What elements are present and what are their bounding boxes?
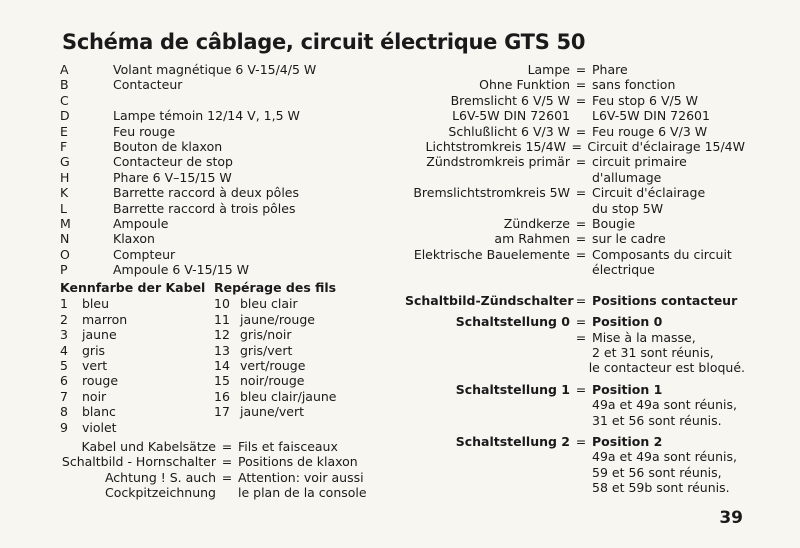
legend-value: Phare 6 V–15/15 W (113, 169, 232, 185)
legend-item (60, 170, 400, 185)
equals-sign (570, 449, 592, 464)
glossary-row (405, 360, 745, 375)
term-german: Schaltstellung 0 (455, 314, 570, 330)
cable-number: 6 (60, 373, 68, 389)
switch-position-1 (405, 382, 745, 428)
legend-item (60, 262, 400, 277)
term-french: Positions de klaxon (238, 454, 358, 470)
cable-color-row (214, 358, 368, 373)
equals-sign: = (575, 154, 587, 170)
switch-diagram-heading (405, 293, 745, 308)
equals-sign (570, 201, 592, 216)
switch-position-2 (405, 434, 745, 496)
glossary-row (405, 397, 745, 412)
term-french: Attention: voir aussi (238, 469, 364, 485)
glossary-row (405, 465, 745, 480)
glossary-row (405, 77, 745, 92)
cable-color: vert (82, 358, 108, 374)
legend-key: B (60, 77, 69, 93)
legend-value: Lampe témoin 12/14 V, 1,5 W (113, 108, 300, 124)
legend-item (60, 201, 400, 216)
term-german (405, 413, 570, 428)
glossary-row (405, 108, 745, 123)
glossary-row (405, 93, 745, 108)
term-german: Schaltbild - Hornschalter (61, 454, 216, 470)
cable-number: 9 (60, 419, 68, 435)
equals-sign (570, 262, 592, 277)
glossary-row (405, 330, 745, 345)
legend-key: F (60, 138, 68, 154)
term-french: Bougie (592, 215, 636, 231)
cable-color: marron (82, 311, 128, 327)
term-german: Cockpitzeichnung (104, 485, 216, 501)
cable-color-row (214, 343, 368, 358)
cable-number: 15 (214, 373, 230, 389)
glossary-row (405, 124, 745, 139)
cable-number: 12 (214, 327, 230, 343)
glossary-row (405, 185, 745, 200)
term-french: sur le cadre (592, 231, 666, 247)
legend-key: P (60, 262, 68, 278)
equals-sign (570, 345, 592, 360)
term-german: Lichtstromkreis 15/4W (425, 138, 566, 154)
term-french: 49a et 49a sont réunis, (592, 397, 737, 413)
legend-key: M (60, 215, 71, 231)
term-german: Elektrische Bauelemente (413, 246, 570, 262)
term-french: du stop 5W (592, 200, 664, 216)
equals-sign: = (221, 469, 233, 485)
cable-color: jaune/vert (240, 404, 305, 420)
term-french: Position 1 (592, 381, 663, 397)
term-french: Feu rouge 6 V/3 W (592, 123, 708, 139)
legend-item (60, 247, 400, 262)
glossary-row (405, 480, 745, 495)
term-french: Circuit d'éclairage (592, 185, 706, 201)
legend-value: Feu rouge (113, 123, 176, 139)
equals-sign (570, 170, 592, 185)
term-french: Mise à la masse, (592, 329, 696, 345)
cable-number: 17 (214, 404, 230, 420)
equals-sign: = (571, 138, 582, 154)
cable-number: 3 (60, 327, 68, 343)
cable-number: 16 (214, 388, 230, 404)
legend-item (60, 231, 400, 246)
glossary-row (405, 413, 745, 428)
cable-number: 8 (60, 404, 68, 420)
cable-color-row (60, 312, 214, 327)
term-french: d'allumage (592, 169, 662, 185)
term-german (405, 330, 570, 345)
cable-color: bleu clair/jaune (240, 388, 337, 404)
cable-color-row (214, 373, 368, 388)
cable-colors-combined (214, 296, 368, 435)
term-german: Schaltstellung 2 (455, 433, 570, 449)
term-german: Ohne Funktion (479, 77, 570, 93)
cable-colors-basic (60, 296, 214, 435)
term-german: Schlußlicht 6 V/3 W (448, 123, 570, 139)
equals-sign (570, 413, 592, 428)
cable-color-row (60, 373, 214, 388)
equals-sign: = (575, 292, 587, 308)
equals-sign: = (575, 62, 587, 77)
glossary-row (405, 231, 745, 246)
cable-number: 13 (214, 342, 230, 358)
term-french: sans fonction (592, 77, 676, 93)
cable-color-row (60, 420, 214, 435)
cable-color: jaune (82, 327, 117, 343)
legend-value: Ampoule (113, 215, 169, 231)
term-french: Feu stop 6 V/5 W (592, 92, 699, 108)
glossary-row (405, 449, 745, 464)
term-german: Lampe (527, 62, 570, 77)
legend-key: N (60, 231, 70, 247)
cable-number: 1 (60, 296, 68, 312)
glossary-row (405, 434, 745, 449)
legend-item (60, 93, 400, 108)
term-french: L6V-5W DIN 72601 (592, 108, 710, 124)
glossary-row (60, 439, 400, 454)
term-french: le contacteur est bloqué. (588, 360, 745, 376)
term-french: circuit primaire (592, 154, 687, 170)
term-german: Zündkerze (503, 215, 570, 231)
term-german (405, 262, 570, 277)
term-french: Circuit d'éclairage 15/4W (587, 138, 745, 154)
legend-item (60, 124, 400, 139)
term-german (405, 201, 570, 216)
legend-key: O (60, 246, 70, 262)
page-title: Schéma de câblage, circuit électrique GTS 50 (62, 30, 586, 54)
term-german: Schaltbild-Zündschalter (405, 292, 574, 308)
legend-value: Ampoule 6 V-15/15 W (113, 262, 249, 278)
legend-value: Barrette raccord à deux pôles (113, 185, 300, 201)
term-french: le plan de la console (238, 485, 367, 501)
equals-sign (570, 397, 592, 412)
equals-sign (216, 485, 238, 500)
cable-color-row (60, 343, 214, 358)
legend-item (60, 62, 400, 77)
term-german (405, 360, 567, 375)
cable-color-row (60, 327, 214, 342)
term-french: 58 et 59b sont réunis. (592, 480, 730, 496)
cable-color-row (214, 389, 368, 404)
cable-color: noir/rouge (240, 373, 305, 389)
legend-item (60, 216, 400, 231)
cable-color-row (60, 389, 214, 404)
equals-sign: = (575, 231, 587, 247)
glossary-row (405, 216, 745, 231)
cable-color: bleu (82, 296, 110, 312)
legend-value: Contacteur de stop (113, 154, 233, 170)
glossary-row (405, 139, 745, 154)
term-german: Zündstromkreis primär (426, 154, 570, 170)
legend-key: L (60, 200, 67, 216)
cable-color-table (60, 296, 400, 435)
equals-sign (570, 108, 592, 123)
equals-sign: = (575, 381, 587, 397)
equals-sign (570, 465, 592, 480)
term-german: Schaltstellung 1 (455, 381, 570, 397)
cable-color: violet (82, 419, 117, 435)
glossary-left (60, 439, 400, 501)
cable-color: rouge (82, 373, 119, 389)
glossary-row (405, 262, 745, 277)
term-french: 59 et 56 sont réunis, (592, 464, 722, 480)
term-french: 31 et 56 sont réunis. (592, 412, 722, 428)
equals-sign (570, 480, 592, 495)
term-french: Composants du circuit (592, 246, 732, 262)
equals-sign: = (575, 246, 587, 262)
equals-sign: = (575, 92, 587, 108)
term-german (405, 449, 570, 464)
glossary-row (405, 382, 745, 397)
cable-color-row (60, 404, 214, 419)
legend-item (60, 108, 400, 123)
legend-item (60, 154, 400, 169)
glossary-row (60, 454, 400, 469)
cable-number: 11 (214, 311, 230, 327)
legend-value: Barrette raccord à trois pôles (113, 200, 296, 216)
legend-value: Bouton de klaxon (113, 138, 223, 154)
term-german (405, 170, 570, 185)
equals-sign: = (575, 215, 587, 231)
cable-color-row (214, 312, 368, 327)
term-german: Bremslicht 6 V/5 W (450, 92, 570, 108)
cable-color-row (214, 296, 368, 311)
equals-sign: = (221, 438, 233, 454)
cable-number: 4 (60, 342, 68, 358)
cable-number: 14 (214, 358, 230, 374)
cable-color: bleu clair (240, 296, 298, 312)
term-german (405, 480, 570, 495)
equals-sign (567, 360, 589, 375)
glossary-row (405, 293, 745, 308)
term-french: Fils et faisceaux (238, 438, 338, 454)
term-german: L6V-5W DIN 72601 (452, 108, 570, 124)
term-german (405, 345, 570, 360)
term-french: 2 et 31 sont réunis, (592, 345, 714, 361)
term-german (405, 465, 570, 480)
legend-key: C (60, 92, 69, 108)
glossary-row (405, 247, 745, 262)
cable-number: 5 (60, 358, 68, 374)
legend-key: G (60, 154, 70, 170)
legend-value: Volant magnétique 6 V-15/4/5 W (113, 62, 317, 77)
term-french: Phare (592, 62, 628, 77)
legend-key: E (60, 123, 68, 139)
term-german (405, 397, 570, 412)
term-german: Achtung ! S. auch (104, 469, 216, 485)
equals-sign: = (575, 433, 587, 449)
cable-color: gris (82, 342, 106, 358)
cable-number: 10 (214, 296, 230, 312)
cable-color: noir (82, 388, 107, 404)
glossary-row (405, 154, 745, 169)
term-german: Bremslichtstromkreis 5W (413, 185, 570, 201)
page-number: 39 (719, 508, 743, 528)
legend-item (60, 77, 400, 92)
left-column (60, 62, 400, 501)
cable-color: gris/noir (240, 327, 292, 343)
glossary-row (405, 314, 745, 329)
legend-key: A (60, 62, 69, 77)
wire-marking-heading: Repérage des fils (214, 280, 337, 296)
term-french: Position 2 (592, 433, 663, 449)
cable-color: jaune/rouge (240, 311, 315, 327)
cable-number: 7 (60, 388, 68, 404)
equals-sign: = (221, 454, 233, 470)
legend-value: Klaxon (113, 231, 155, 247)
cable-color: gris/vert (240, 342, 293, 358)
term-german: Kabel und Kabelsätze (81, 438, 216, 454)
cable-color: vert/rouge (240, 358, 306, 374)
right-column (405, 62, 745, 496)
equals-sign: = (575, 329, 587, 345)
term-german: am Rahmen (494, 231, 570, 247)
glossary-row (60, 470, 400, 485)
equals-sign: = (575, 77, 587, 93)
switch-position-0 (405, 314, 745, 376)
glossary-row (405, 62, 745, 77)
equals-sign: = (575, 185, 587, 201)
term-french: 49a et 49a sont réunis, (592, 449, 737, 465)
glossary-right (405, 62, 745, 277)
glossary-row (405, 170, 745, 185)
equals-sign: = (575, 314, 587, 330)
legend-value: Contacteur (113, 77, 183, 93)
glossary-row (60, 485, 400, 500)
glossary-row (405, 201, 745, 216)
legend-key: K (60, 185, 69, 201)
cable-color-row (60, 358, 214, 373)
equals-sign: = (575, 123, 587, 139)
cable-color-row (214, 327, 368, 342)
legend-item (60, 185, 400, 200)
glossary-row (405, 345, 745, 360)
term-french: Position 0 (592, 314, 663, 330)
term-french: Positions contacteur (592, 292, 738, 308)
component-legend (60, 62, 400, 277)
legend-key: D (60, 108, 70, 124)
term-french: électrique (592, 262, 655, 278)
cable-color-row (214, 404, 368, 419)
legend-value: Compteur (113, 246, 176, 262)
legend-item (60, 139, 400, 154)
legend-key: H (60, 169, 70, 185)
cable-number: 2 (60, 311, 68, 327)
cable-color-header (60, 280, 400, 296)
cable-color: blanc (82, 404, 116, 420)
cable-color-heading: Kennfarbe der Kabel (60, 280, 206, 296)
cable-color-row (60, 296, 214, 311)
